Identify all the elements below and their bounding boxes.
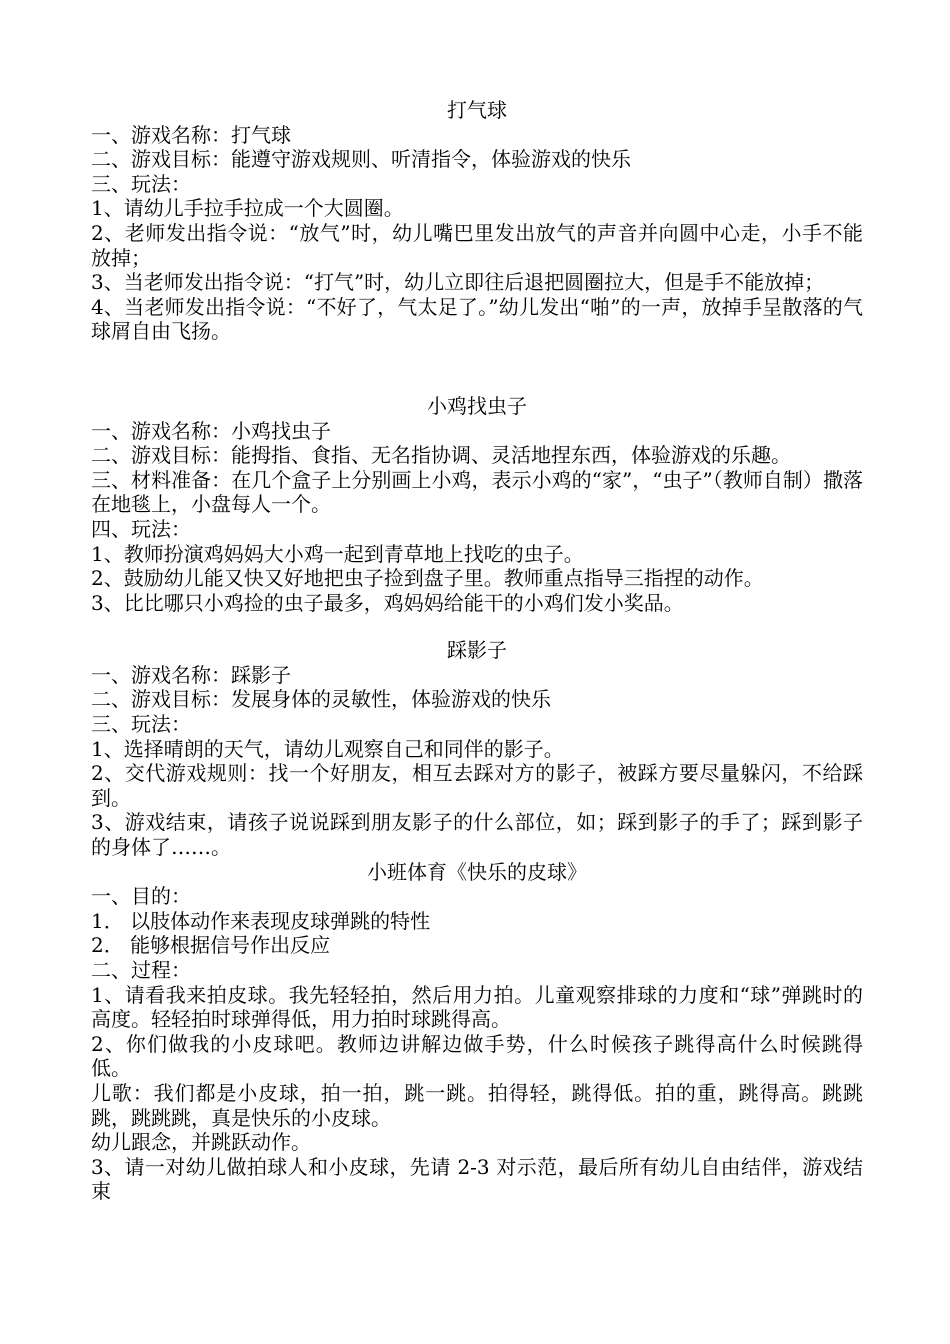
section-title: 踩影子 [447, 638, 507, 663]
text-line: 二、游戏目标：能遵守游戏规则、听清指令，体验游戏的快乐 [91, 147, 631, 172]
text-line: 二、游戏目标：发展身体的灵敏性，体验游戏的快乐 [91, 687, 551, 712]
text-line: 一、目的： [91, 884, 191, 909]
text-line: 二、游戏目标：能拇指、食指、无名指协调、灵活地捏东西，体验游戏的乐趣。 [91, 443, 791, 468]
text-line: 一、游戏名称：打气球 [91, 122, 291, 147]
text-line: 2、你们做我的小皮球吧。教师边讲解边做手势，什么时候孩子跳得高什么时候跳得低。 [91, 1031, 863, 1081]
text-line: 3、游戏结束，请孩子说说踩到朋友影子的什么部位，如；踩到影子的手了；踩到影子的身体了……。 [91, 810, 863, 860]
text-line: 2． 能够根据信号作出反应 [91, 933, 331, 958]
text-line: 一、游戏名称：踩影子 [91, 662, 291, 687]
text-line: 三、玩法： [91, 712, 191, 737]
text-line: 1、选择晴朗的天气，请幼儿观察自己和同伴的影子。 [91, 736, 564, 761]
text-line: 1． 以肢体动作来表现皮球弹跳的特性 [91, 908, 431, 933]
text-line: 2、鼓励幼儿能又快又好地把虫子捡到盘子里。教师重点指导三指捏的动作。 [91, 566, 764, 591]
text-line: 1、请幼儿手拉手拉成一个大圆圈。 [91, 196, 404, 221]
text-line: 3、当老师发出指令说：“打气”时，幼儿立即往后退把圆圈拉大，但是手不能放掉； [91, 270, 825, 295]
text-line: 2、交代游戏规则：找一个好朋友，相互去踩对方的影子，被踩方要尽量躲闪，不给踩到。 [91, 761, 863, 810]
section-title: 小鸡找虫子 [427, 393, 527, 418]
text-line: 三、材料准备：在几个盒子上分别画上小鸡，表示小鸡的“家”，“虫子”（教师自制）撒落在地毯上，小盘每人一个。 [91, 467, 863, 517]
text-line: 3、请一对幼儿做拍球人和小皮球，先请 2-3 对示范，最后所有幼儿自由结伴，游戏结束 [91, 1154, 863, 1204]
text-line: 2、老师发出指令说：“放气”时，幼儿嘴巴里发出放气的声音并向圆中心走，小手不能放掉； [91, 220, 863, 270]
text-line: 1、教师扮演鸡妈妈大小鸡一起到青草地上找吃的虫子。 [91, 541, 584, 566]
text-line: 1、请看我来拍皮球。我先轻轻拍，然后用力拍。儿童观察排球的力度和“球”弹跳时的高度。轻轻拍时球弹得低，用力拍时球跳得高。 [91, 982, 863, 1032]
text-line: 一、游戏名称：小鸡找虫子 [91, 418, 331, 443]
text-line: 幼儿跟念，并跳跃动作。 [91, 1130, 311, 1155]
section-gap [91, 615, 863, 638]
text-line: 儿歌：我们都是小皮球，拍一拍，跳一跳。拍得轻，跳得低。拍的重，跳得高。跳跳跳，跳跳跳，真是快乐的小皮球。 [91, 1080, 863, 1130]
text-line: 4、当老师发出指令说：“不好了，气太足了。”幼儿发出“啪”的一声，放掉手呈散落的气球屑自由飞扬。 [91, 294, 863, 344]
section-title: 小班体育《快乐的皮球》 [367, 859, 587, 884]
section-title: 打气球 [447, 98, 507, 122]
section-gap [91, 344, 863, 394]
text-line: 三、玩法： [91, 171, 191, 196]
text-line: 四、玩法： [91, 516, 191, 541]
document-page [91, 98, 863, 1204]
text-line: 二、过程： [91, 958, 191, 982]
text-line: 3、比比哪只小鸡捡的虫子最多，鸡妈妈给能干的小鸡们发小奖品。 [91, 590, 684, 615]
